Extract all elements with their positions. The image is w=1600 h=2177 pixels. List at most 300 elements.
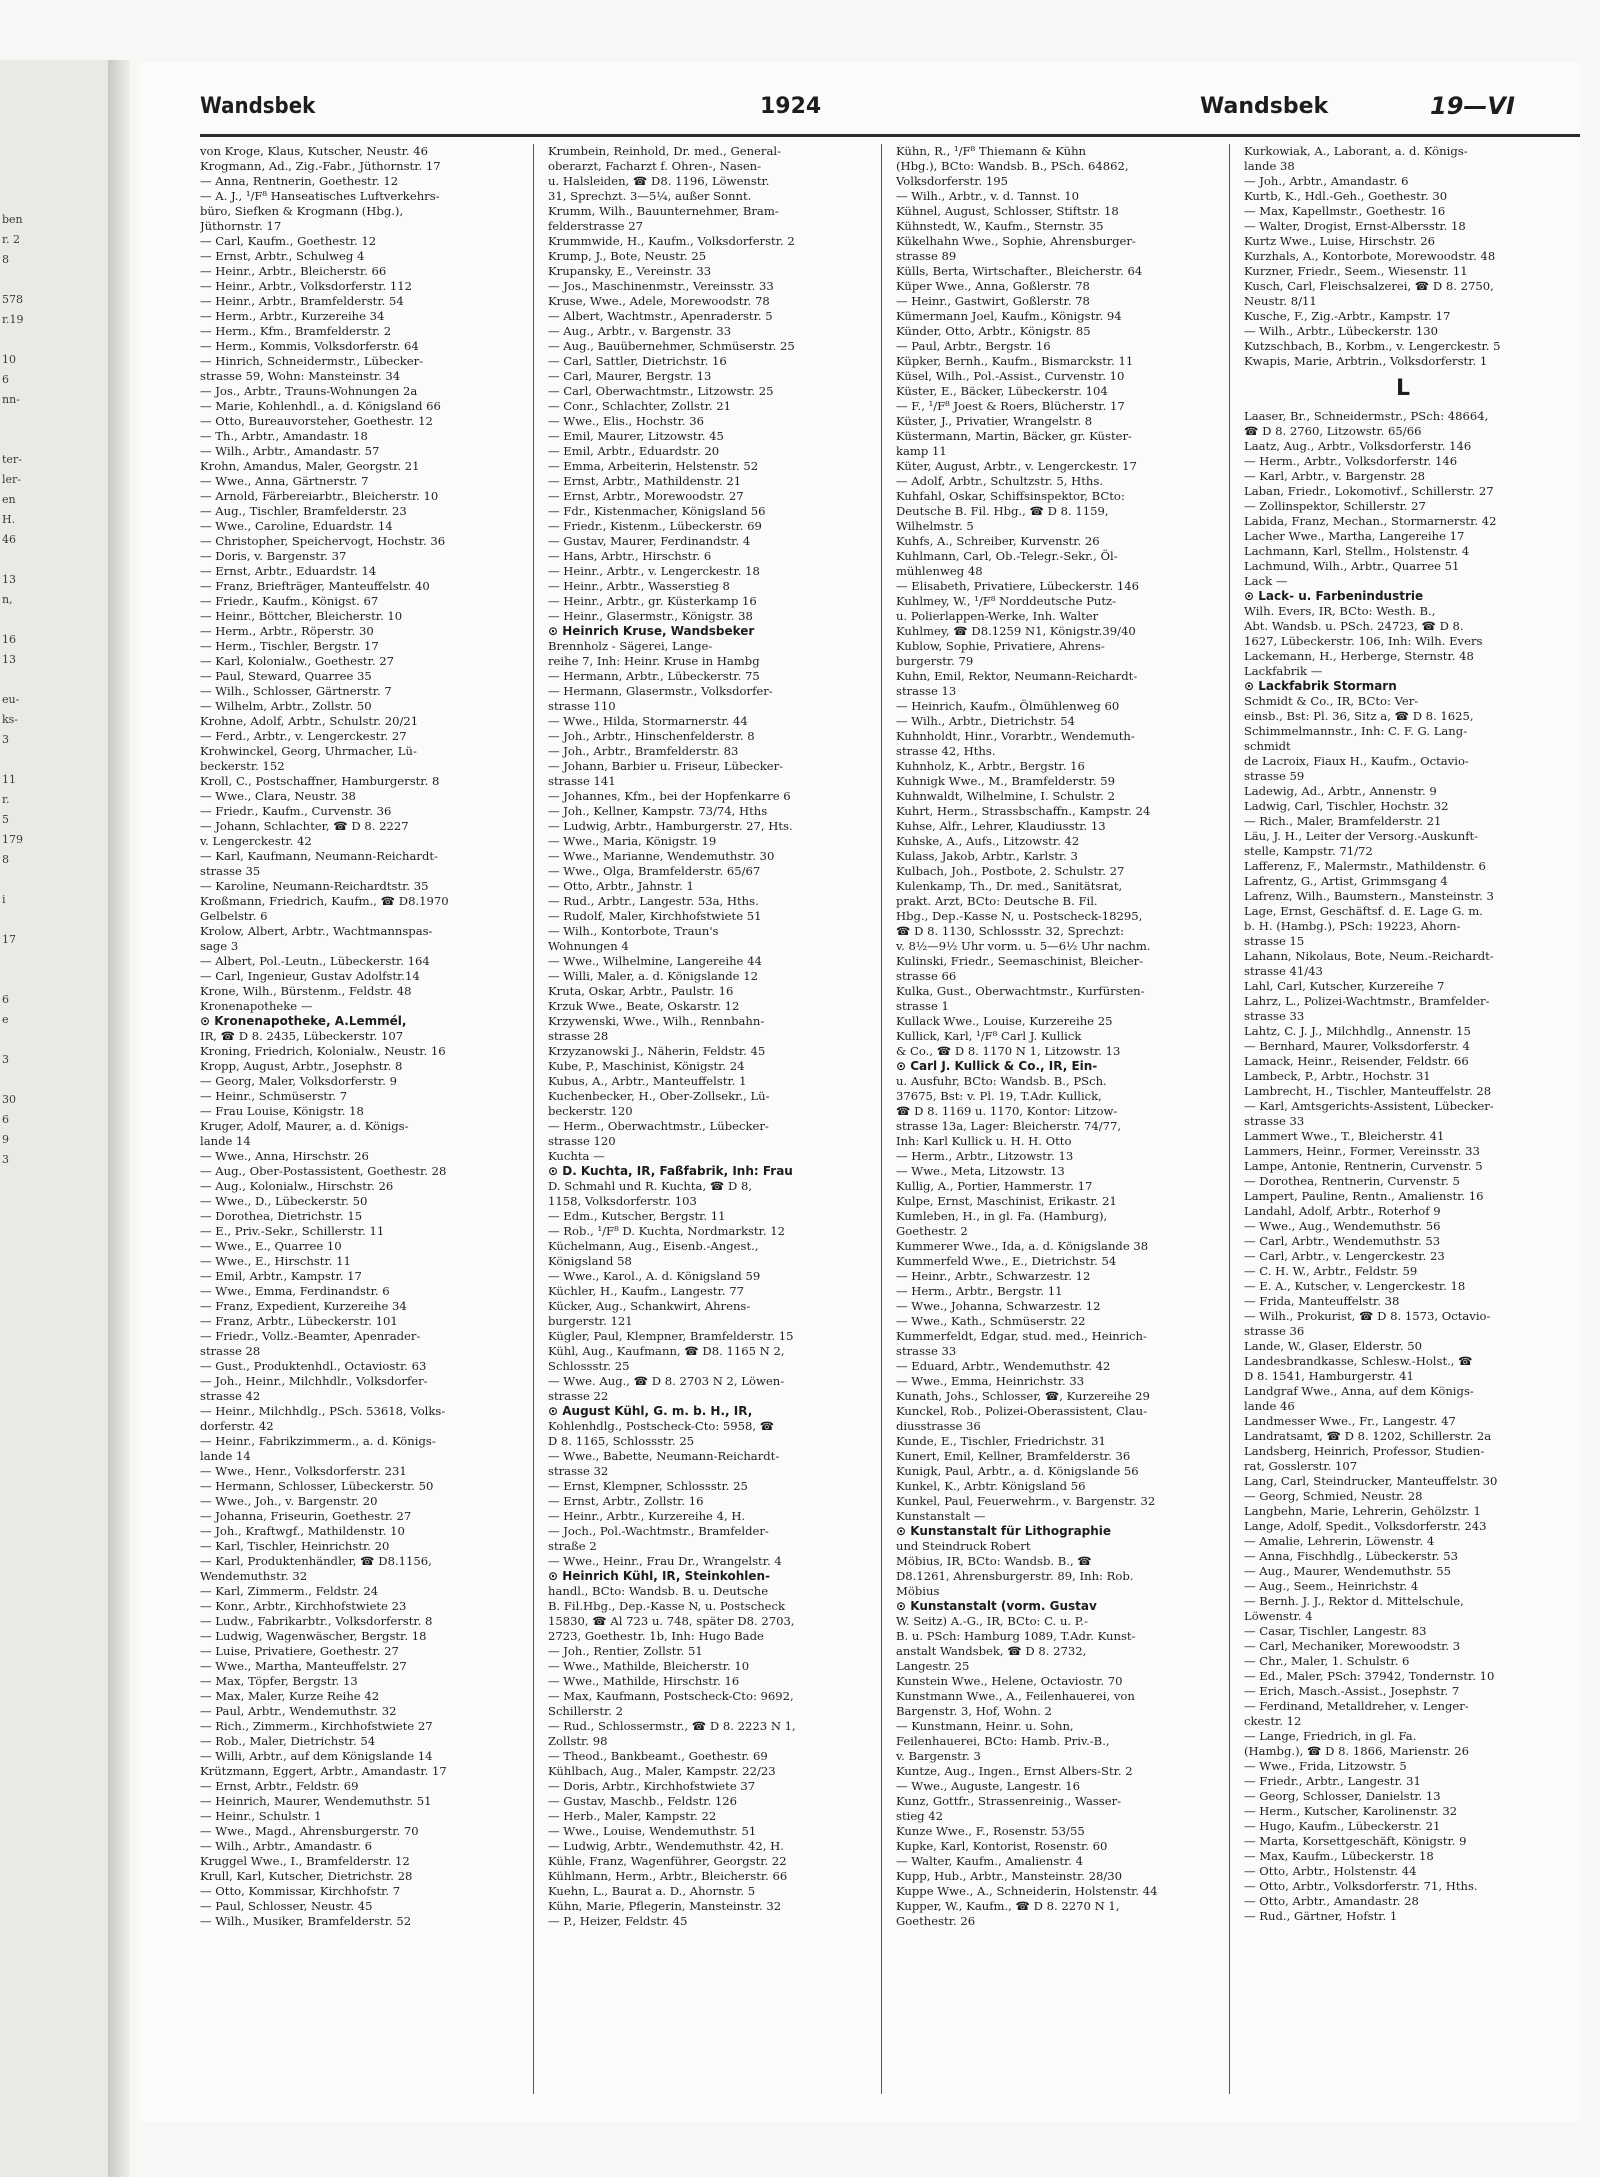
directory-entry: — Karl, Produktenhändler, ☎ D8.1156, [200,1554,432,1568]
directory-entry: — Wwe., Marianne, Wendemuthstr. 30 [548,849,775,863]
directory-entry: reihe 7, Inh: Heinr. Kruse in Hambg [548,654,760,668]
directory-entry: Kurzner, Friedr., Seem., Wiesenstr. 11 [1244,264,1468,278]
directory-entry: strasse 42 [200,1389,261,1403]
directory-entry: beckerstr. 120 [548,1104,633,1118]
directory-entry: D 8. 1165, Schlossstr. 25 [548,1434,695,1448]
directory-entry: Landratsamt, ☎ D 8. 1202, Schillerstr. 2a [1244,1429,1492,1443]
directory-entry: Jüthornstr. 17 [200,219,282,233]
directory-entry: Kunstanstalt — [896,1509,986,1523]
directory-entry: — Paul, Arbtr., Bergstr. 16 [896,339,1051,353]
directory-entry: Kublow, Sophie, Privatiere, Ahrens- [896,639,1105,653]
edge-fragment: 6 [2,373,9,386]
directory-entry: — Herm., Kfm., Bramfelderstr. 2 [200,324,392,338]
directory-entry: burgerstr. 121 [548,1314,633,1328]
directory-entry: — Emil, Arbtr., Eduardstr. 20 [548,444,720,458]
directory-entry: — Wwe., Mathilde, Hirschstr. 16 [548,1674,740,1688]
directory-entry: — Wwe., E., Quarree 10 [200,1239,342,1253]
directory-entry: Kunert, Emil, Kellner, Bramfelderstr. 36 [896,1449,1131,1463]
directory-entry: — Rud., Schlossermstr., ☎ D 8. 2223 N 1, [548,1719,796,1733]
directory-entry: — Bernh. J. J., Rektor d. Mittelschule, [1244,1594,1464,1608]
directory-entry: — Aug., Maurer, Wendemuthstr. 55 [1244,1564,1452,1578]
directory-entry: — Wilh., Arbtr., v. d. Tannst. 10 [896,189,1079,203]
directory-entry: strasse 89 [896,249,957,263]
directory-entry: Ladwig, Carl, Tischler, Hochstr. 32 [1244,799,1449,813]
directory-entry: Kubus, A., Arbtr., Manteuffelstr. 1 [548,1074,747,1088]
directory-entry: — Otto, Arbtr., Volksdorferstr. 71, Hths. [1244,1879,1478,1893]
directory-entry: Kruger, Adolf, Maurer, a. d. Königs- [200,1119,409,1133]
directory-entry: — Fdr., Kistenmacher, Königsland 56 [548,504,766,518]
directory-entry: Lahtz, C. J. J., Milchhdlg., Annenstr. 15 [1244,1024,1471,1038]
directory-entry: v. Lengerckestr. 42 [200,834,312,848]
edge-fragment: 578 [2,293,23,306]
directory-entry: — Rich., Maler, Bramfelderstr. 21 [1244,814,1442,828]
directory-entry: — Heinr., Schmüserstr. 7 [200,1089,348,1103]
directory-entry: Kullig, A., Portier, Hammerstr. 17 [896,1179,1093,1193]
directory-entry: — A. J., ¹/F⁸ Hanseatisches Luftverkehrs- [200,189,440,203]
directory-entry: — Friedr., Kaufm., Königst. 67 [200,594,379,608]
directory-entry: — E., Priv.-Sekr., Schillerstr. 11 [200,1224,385,1238]
directory-entry: — Konr., Arbtr., Kirchhofstwiete 23 [200,1599,407,1613]
directory-entry: Inh: Karl Kullick u. H. H. Otto [896,1134,1072,1148]
directory-entry: — Herm., Arbtr., Volksdorferstr. 146 [1244,454,1458,468]
edge-fragment [2,430,102,450]
edge-fragment: 6 [2,993,9,1006]
directory-entry: Lafrentz, G., Artist, Grimmsgang 4 [1244,874,1448,888]
directory-entry: — Otto, Arbtr., Amandastr. 28 [1244,1894,1419,1908]
directory-entry: Küster, E., Bäcker, Lübeckerstr. 104 [896,384,1108,398]
edge-fragment: n, [2,593,13,606]
directory-entry: D8.1261, Ahrensburgerstr. 89, Inh: Rob. [896,1569,1134,1583]
directory-entry: v. 8½—9½ Uhr vorm. u. 5—6½ Uhr nachm. [896,939,1151,953]
directory-entry: — Ernst, Arbtr., Schulweg 4 [200,249,365,263]
directory-entry: — Wwe., Mathilde, Bleicherstr. 10 [548,1659,750,1673]
edge-fragment [2,950,102,970]
directory-entry: Kükelhahn Wwe., Sophie, Ahrensburger- [896,234,1136,248]
directory-entry: — Wilh., Prokurist, ☎ D 8. 1573, Octavio- [1244,1309,1491,1323]
directory-entry: Kulbach, Joh., Postbote, 2. Schulstr. 27 [896,864,1125,878]
adjacent-page-text-fragments [2,210,102,1170]
directory-entry: 1158, Volksdorferstr. 103 [548,1194,697,1208]
directory-entry: Kuhfs, A., Schreiber, Kurvenstr. 26 [896,534,1100,548]
edge-fragment: 30 [2,1093,16,1106]
directory-entry: — Joh., Arbtr., Amandastr. 6 [1244,174,1409,188]
directory-entry: — Herb., Maler, Kampstr. 22 [548,1809,717,1823]
directory-entry: — Wwe., Karol., A. d. Königsland 59 [548,1269,761,1283]
directory-entry: — Friedr., Kaufm., Curvenstr. 36 [200,804,392,818]
directory-entry: — Ernst, Klempner, Schlossstr. 25 [548,1479,748,1493]
directory-entry: strasse 33 [1244,1009,1305,1023]
edge-fragment: 16 [2,633,16,646]
directory-entry: Kroll, C., Postschaffner, Hamburgerstr. 8 [200,774,440,788]
directory-entry: Kuhlmann, Carl, Ob.-Telegr.-Sekr., Öl- [896,549,1118,563]
directory-entry: Kühnstedt, W., Kaufm., Sternstr. 35 [896,219,1104,233]
directory-entry: ⊙ D. Kuchta, IR, Faßfabrik, Inh: Frau [548,1164,793,1178]
directory-entry: — Albert, Wachtmstr., Apenraderstr. 5 [548,309,773,323]
directory-entry: Krolow, Albert, Arbtr., Wachtmannspas- [200,924,433,938]
directory-entry: Künder, Otto, Arbtr., Königstr. 85 [896,324,1091,338]
directory-entry: — Herm., Kommis, Volksdorferstr. 64 [200,339,419,353]
directory-entry: Schmidt & Co., IR, BCto: Ver- [1244,694,1419,708]
directory-entry: — Friedr., Arbtr., Langestr. 31 [1244,1774,1421,1788]
directory-entry: Lamack, Heinr., Reisender, Feldstr. 66 [1244,1054,1469,1068]
directory-entry: — Wwe., Caroline, Eduardstr. 14 [200,519,393,533]
directory-entry: Krumbein, Reinhold, Dr. med., General- [548,144,782,158]
directory-entry: Kuhlmey, ☎ D8.1259 N1, Königstr.39/40 [896,624,1136,638]
directory-entry: — Heinr., Arbtr., Bramfelderstr. 54 [200,294,404,308]
edge-fragment: en [2,493,16,506]
directory-entry: sage 3 [200,939,239,953]
directory-entry: — Heinr., Arbtr., Volksdorferstr. 112 [200,279,413,293]
directory-entry: — Herm., Arbtr., Litzowstr. 13 [896,1149,1074,1163]
directory-entry: stieg 42 [896,1809,944,1823]
column-divider [533,144,534,2094]
directory-entry: ⊙ Lackfabrik Stormarn [1244,679,1397,693]
directory-entry: kamp 11 [896,444,947,458]
directory-entry: Langestr. 25 [896,1659,970,1673]
directory-entry: strasse 66 [896,969,957,983]
directory-entry: Krzywenski, Wwe., Wilh., Rennbahn- [548,1014,765,1028]
directory-entry: strasse 110 [548,699,616,713]
directory-entry: Küsel, Wilh., Pol.-Assist., Curvenstr. 10 [896,369,1125,383]
edge-fragment: ler- [2,473,22,486]
directory-entry: Schillerstr. 2 [548,1704,624,1718]
directory-entry: strasse 59 [1244,769,1305,783]
directory-entry: Kusche, F., Zig.-Arbtr., Kampstr. 17 [1244,309,1451,323]
directory-entry: prakt. Arzt, BCto: Deutsche B. Fil. [896,894,1098,908]
directory-entry: — Ernst, Arbtr., Morewoodstr. 27 [548,489,744,503]
edge-fragment: 11 [2,773,16,786]
directory-entry: 15830, ☎ Al 723 u. 748, später D8. 2703, [548,1614,795,1628]
directory-entry: — Heinrich, Maurer, Wendemuthstr. 51 [200,1794,432,1808]
directory-entry: strasse 13 [896,684,957,698]
directory-entry: mühlenweg 48 [896,564,983,578]
directory-entry: — F., ¹/F⁸ Joest & Roers, Blücherstr. 17 [896,399,1125,413]
edge-fragment: eu- [2,693,20,706]
directory-entry: Kuntze, Aug., Ingen., Ernst Albers-Str. 2 [896,1764,1133,1778]
directory-entry: & Co., ☎ D 8. 1170 N 1, Litzowstr. 13 [896,1044,1121,1058]
directory-entry: — Gustav, Maschb., Feldstr. 126 [548,1794,738,1808]
directory-entry: Kuchta — [548,1149,605,1163]
directory-entry: — Casar, Tischler, Langestr. 83 [1244,1624,1427,1638]
directory-entry: — Hinrich, Schneidermstr., Lübecker- [200,354,424,368]
directory-entry: Kunde, E., Tischler, Friedrichstr. 31 [896,1434,1106,1448]
directory-entry: — Johanna, Friseurin, Goethestr. 27 [200,1509,412,1523]
directory-entry: Kühlmann, Herm., Arbtr., Bleicherstr. 66 [548,1869,788,1883]
directory-entry: Krzyzanowski J., Näherin, Feldstr. 45 [548,1044,766,1058]
directory-entry: — Max, Kapellmstr., Goethestr. 16 [1244,204,1446,218]
directory-entry: — Franz, Arbtr., Lübeckerstr. 101 [200,1314,398,1328]
directory-entry: Kuhnholdt, Hinr., Vorarbtr., Wendemuth- [896,729,1135,743]
directory-entry: — Max, Töpfer, Bergstr. 13 [200,1674,358,1688]
directory-entry: Küchler, H., Kaufm., Langestr. 77 [548,1284,744,1298]
directory-entry: Kücker, Aug., Schankwirt, Ahrens- [548,1299,751,1313]
directory-entry: Lage, Ernst, Geschäftsf. d. E. Lage G. m. [1244,904,1483,918]
directory-entry: Kullick, Karl, ¹/F⁸ Carl J. Kullick [896,1029,1082,1043]
directory-entry: Kube, P., Maschinist, Königstr. 24 [548,1059,745,1073]
directory-entry: strasse 13a, Lager: Bleicherstr. 74/77, [896,1119,1122,1133]
directory-entry: Kunath, Johs., Schlosser, ☎, Kurzereihe 29 [896,1389,1150,1403]
directory-entry: Zollstr. 98 [548,1734,608,1748]
directory-entry: — Wwe., Babette, Neumann-Reichardt- [548,1449,780,1463]
directory-entry: — Rudolf, Maler, Kirchhofstwiete 51 [548,909,762,923]
directory-entry: Kunckel, Rob., Polizei-Oberassistent, Clau- [896,1404,1147,1418]
directory-entry: — Carl, Arbtr., v. Lengerckestr. 23 [1244,1249,1445,1263]
directory-entry: — Friedr., Kistenm., Lübeckerstr. 69 [548,519,762,533]
edge-fragment: 3 [2,733,9,746]
directory-entry: Kunigk, Paul, Arbtr., a. d. Königslande 56 [896,1464,1139,1478]
directory-entry: Landmesser Wwe., Fr., Langestr. 47 [1244,1414,1456,1428]
directory-entry: — Wwe., Emma, Ferdinandstr. 6 [200,1284,390,1298]
directory-entry: — Heinr., Fabrikzimmerm., a. d. Königs- [200,1434,436,1448]
section-letter: L [1395,376,1411,401]
directory-entry: Küper Wwe., Anna, Goßlerstr. 78 [896,279,1090,293]
directory-entry: — Joh., Arbtr., Hinschenfelderstr. 8 [548,729,755,743]
directory-entry: — Karoline, Neumann-Reichardtstr. 35 [200,879,429,893]
directory-entry: Möbius [896,1584,940,1598]
directory-entry: Kunstein Wwe., Helene, Octaviostr. 70 [896,1674,1123,1688]
directory-entry: — Max, Kaufmann, Postscheck-Cto: 9692, [548,1689,794,1703]
directory-entry: Laaser, Br., Schneidermstr., PSch: 48664, [1244,409,1489,423]
directory-entry: Kühlbach, Aug., Maler, Kampstr. 22/23 [548,1764,776,1778]
directory-entry: — Aug., Kolonialw., Hirschstr. 26 [200,1179,394,1193]
directory-entry: Krohne, Adolf, Arbtr., Schulstr. 20/21 [200,714,419,728]
directory-entry: Küpker, Bernh., Kaufm., Bismarckstr. 11 [896,354,1134,368]
directory-entry: Lafrenz, Wilh., Baumstern., Mansteinstr. 3 [1244,889,1494,903]
directory-entry: — Wilh., Kontorbote, Traun's [548,924,719,938]
directory-entry: Lafferenz, F., Malermstr., Mathildenstr. 6 [1244,859,1486,873]
directory-entry: straße 2 [548,1539,597,1553]
edge-fragment: 17 [2,933,16,946]
directory-entry: — Aug., Seem., Heinrichstr. 4 [1244,1579,1419,1593]
directory-entry: Lackemann, H., Herberge, Sternstr. 48 [1244,649,1474,663]
directory-entry: — Karl, Amtsgerichts-Assistent, Lübecker- [1244,1099,1494,1113]
directory-entry: — Paul, Steward, Quarree 35 [200,669,372,683]
directory-entry: Kunz, Gottfr., Strassenreinig., Wasser- [896,1794,1122,1808]
book-gutter [108,60,130,2177]
directory-entry: — Wwe., Anna, Gärtnerstr. 7 [200,474,369,488]
directory-entry: — Jos., Maschinenmstr., Vereinsstr. 33 [548,279,774,293]
edge-fragment [2,750,102,770]
directory-entry: — Wwe., Meta, Litzowstr. 13 [896,1164,1065,1178]
directory-entry: Kunkel, K., Arbtr. Königsland 56 [896,1479,1086,1493]
directory-entry: Hbg., Dep.-Kasse N, u. Postscheck-18295, [896,909,1143,923]
directory-entry: Lande, W., Glaser, Elderstr. 50 [1244,1339,1423,1353]
directory-entry: — Zollinspektor, Schillerstr. 27 [1244,499,1426,513]
directory-entry: — Dorothea, Rentnerin, Curvenstr. 5 [1244,1174,1460,1188]
directory-entry: Kuhske, A., Aufs., Litzowstr. 42 [896,834,1080,848]
directory-entry: Schimmelmannstr., Inh: C. F. G. Lang- [1244,724,1468,738]
directory-entry: stelle, Kampstr. 71/72 [1244,844,1373,858]
directory-entry: — Frida, Manteuffelstr. 38 [1244,1294,1400,1308]
directory-entry: (Hambg.), ☎ D 8. 1866, Marienstr. 26 [1244,1744,1470,1758]
directory-entry: — Hugo, Kaufm., Lübeckerstr. 21 [1244,1819,1441,1833]
directory-entry: Krull, Karl, Kutscher, Dietrichstr. 28 [200,1869,413,1883]
directory-entry: Königsland 58 [548,1254,632,1268]
directory-entry: Kupke, Karl, Kontorist, Rosenstr. 60 [896,1839,1108,1853]
directory-entry: — Heinrich, Kaufm., Ölmühlenweg 60 [896,699,1120,713]
directory-entry: — Wwe., Anna, Hirschstr. 26 [200,1149,369,1163]
directory-entry: Lachmund, Wilh., Arbtr., Quarree 51 [1244,559,1460,573]
directory-entry: — Franz, Expedient, Kurzereihe 34 [200,1299,407,1313]
directory-entry: — Amalie, Lehrerin, Löwenstr. 4 [1244,1534,1435,1548]
directory-entry: — Otto, Arbtr., Jahnstr. 1 [548,879,694,893]
directory-entry: — Gust., Produktenhdl., Octaviostr. 63 [200,1359,427,1373]
directory-entry: Goethestr. 2 [896,1224,968,1238]
directory-entry: — Aug., Arbtr., v. Bargenstr. 33 [548,324,732,338]
directory-entry: — Herm., Arbtr., Bergstr. 11 [896,1284,1063,1298]
header-year: 1924 [760,94,822,119]
directory-entry: — Otto, Arbtr., Holstenstr. 44 [1244,1864,1417,1878]
directory-entry: Kunze Wwe., F., Rosenstr. 53/55 [896,1824,1085,1838]
directory-entry: — Joh., Arbtr., Bramfelderstr. 83 [548,744,739,758]
directory-entry: strasse 120 [548,1134,616,1148]
directory-entry: — Eduard, Arbtr., Wendemuthstr. 42 [896,1359,1111,1373]
directory-entry: — Willi, Maler, a. d. Königslande 12 [548,969,758,983]
directory-entry: Kühn, R., ¹/F⁸ Thiemann & Kühn [896,144,1087,158]
directory-column-3 [896,144,1214,2094]
directory-entry: strasse 15 [1244,934,1305,948]
header-left-title: Wandsbek [200,94,316,119]
directory-entry: — Emma, Arbeiterin, Helstenstr. 52 [548,459,759,473]
directory-entry: Kulenkamp, Th., Dr. med., Sanitätsrat, [896,879,1123,893]
directory-entry: Kühn, Marie, Pflegerin, Mansteinstr. 32 [548,1899,782,1913]
directory-entry: Möbius, IR, BCto: Wandsb. B., ☎ [896,1554,1092,1568]
directory-entry: Kumleben, H., in gl. Fa. (Hamburg), [896,1209,1108,1223]
directory-entry: Kühnel, August, Schlosser, Stiftstr. 18 [896,204,1119,218]
directory-entry: Kühle, Franz, Wagenführer, Georgstr. 22 [548,1854,787,1868]
directory-entry: Krump, J., Bote, Neustr. 25 [548,249,707,263]
directory-entry: — Heinr., Schulstr. 1 [200,1809,322,1823]
directory-entry: schmidt [1244,739,1291,753]
directory-entry: Kohlenhdlg., Postscheck-Cto: 5958, ☎ [548,1419,775,1433]
directory-entry: Kroning, Friedrich, Kolonialw., Neustr. 16 [200,1044,446,1058]
directory-entry: Lackfabrik — [1244,664,1323,678]
directory-entry: ⊙ Carl J. Kullick & Co., IR, Ein- [896,1059,1098,1073]
directory-entry: Kunstmann Wwe., A., Feilenhauerei, von [896,1689,1135,1703]
directory-entry: Kühl, Aug., Kaufmann, ☎ D8. 1165 N 2, [548,1344,785,1358]
directory-entry: — Karl, Tischler, Heinrichstr. 20 [200,1539,390,1553]
directory-entry: Kruggel Wwe., I., Bramfelderstr. 12 [200,1854,410,1868]
directory-entry: Krützmann, Eggert, Arbtr., Amandastr. 17 [200,1764,447,1778]
directory-entry: — Ferd., Arbtr., v. Lengerckestr. 27 [200,729,407,743]
directory-entry: Gelbelstr. 6 [200,909,268,923]
directory-entry: — Wwe., Johanna, Schwarzestr. 12 [896,1299,1101,1313]
directory-entry: — Carl, Arbtr., Wendemuthstr. 53 [1244,1234,1441,1248]
directory-entry: Lahl, Carl, Kutscher, Kurzereihe 7 [1244,979,1445,993]
directory-entry: Abt. Wandsb. u. PSch. 24723, ☎ D 8. [1244,619,1464,633]
directory-entry: ☎ D 8. 1130, Schlossstr. 32, Sprechzt: [896,924,1124,938]
directory-entry: — Rob., ¹/F⁸ D. Kuchta, Nordmarkstr. 12 [548,1224,785,1238]
directory-entry: — Wwe., Kath., Schmüserstr. 22 [896,1314,1086,1328]
directory-entry: Kupper, W., Kaufm., ☎ D 8. 2270 N 1, [896,1899,1120,1913]
directory-entry: — Wwe., Clara, Neustr. 38 [200,789,356,803]
directory-entry: Kurzhals, A., Kontorbote, Morewoodstr. 48 [1244,249,1496,263]
directory-entry: Brennholz - Sägerei, Lange- [548,639,713,653]
directory-entry: Kummerfeld Wwe., E., Dietrichstr. 54 [896,1254,1117,1268]
directory-entry: — Heinr., Arbtr., Schwarzestr. 12 [896,1269,1091,1283]
directory-entry: Wilh. Evers, IR, BCto: Westh. B., [1244,604,1436,618]
directory-entry: ⊙ August Kühl, G. m. b. H., IR, [548,1404,753,1418]
directory-entry: Krone, Wilh., Bürstenm., Feldstr. 48 [200,984,412,998]
directory-entry: Kulass, Jakob, Arbtr., Karlstr. 3 [896,849,1078,863]
directory-entry: strasse 36 [1244,1324,1305,1338]
directory-column-1 [200,144,518,2094]
directory-entry: Krohwinckel, Georg, Uhrmacher, Lü- [200,744,417,758]
directory-entry: Kummerfeldt, Edgar, stud. med., Heinrich- [896,1329,1147,1343]
edge-fragment: 13 [2,573,16,586]
directory-entry: v. Bargenstr. 3 [896,1749,981,1763]
directory-entry: Bargenstr. 3, Hof, Wohn. 2 [896,1704,1052,1718]
directory-entry: — Friedr., Vollz.-Beamter, Apenrader- [200,1329,421,1343]
directory-entry: — Wwe., Henr., Volksdorferstr. 231 [200,1464,407,1478]
directory-entry: Kruta, Oskar, Arbtr., Paulstr. 16 [548,984,734,998]
directory-entry: — Carl, Ingenieur, Gustav Adolfstr.14 [200,969,420,983]
edge-fragment [2,870,102,890]
directory-entry: lande 14 [200,1134,251,1148]
column-divider [1229,144,1230,2094]
directory-entry: — Chr., Maler, 1. Schulstr. 6 [1244,1654,1410,1668]
directory-entry: Lacher Wwe., Martha, Langereihe 17 [1244,529,1465,543]
directory-entry: — Wwe., Heinr., Frau Dr., Wrangelstr. 4 [548,1554,782,1568]
edge-fragment [2,910,102,930]
directory-entry: Kuhrt, Herm., Strassbschaffn., Kampstr. 24 [896,804,1151,818]
directory-entry: IR, ☎ D 8. 2435, Lübeckerstr. 107 [200,1029,404,1043]
directory-entry: strasse 141 [548,774,616,788]
directory-entry: anstalt Wandsbek, ☎ D 8. 2732, [896,1644,1087,1658]
edge-fragment: i [2,893,6,906]
directory-entry: — Anna, Fischhdlg., Lübeckerstr. 53 [1244,1549,1458,1563]
directory-entry: Kuhnigk Wwe., M., Bramfelderstr. 59 [896,774,1115,788]
directory-entry: — Rud., Gärtner, Hofstr. 1 [1244,1909,1398,1923]
directory-entry: Schlossstr. 25 [548,1359,630,1373]
directory-entry: — Karl, Zimmerm., Feldstr. 24 [200,1584,379,1598]
directory-entry: — Th., Arbtr., Amandastr. 18 [200,429,368,443]
directory-entry: — Rich., Zimmerm., Kirchhofstwiete 27 [200,1719,433,1733]
directory-entry: Krumm, Wilh., Bauunternehmer, Bram- [548,204,779,218]
directory-entry: lande 38 [1244,159,1295,173]
directory-entry: — Otto, Kommissar, Kirchhofstr. 7 [200,1884,401,1898]
directory-entry: — Marie, Kohlenhdl., a. d. Königsland 66 [200,399,441,413]
directory-entry: — Elisabeth, Privatiere, Lübeckerstr. 146 [896,579,1140,593]
edge-fragment: 8 [2,253,9,266]
directory-entry: Kulka, Gust., Oberwachtmstr., Kurfürsten- [896,984,1145,998]
directory-entry: Lange, Adolf, Spedit., Volksdorferstr. 243 [1244,1519,1487,1533]
directory-entry: — Doris, v. Bargenstr. 37 [200,549,347,563]
directory-entry: — Doris, Arbtr., Kirchhofstwiete 37 [548,1779,756,1793]
directory-entry: — Heinr., Arbtr., gr. Küsterkamp 16 [548,594,757,608]
directory-entry: — Rud., Arbtr., Langestr. 53a, Hths. [548,894,759,908]
directory-entry: — Wwe., Maria, Königstr. 19 [548,834,717,848]
directory-entry: Lammers, Heinr., Former, Vereinsstr. 33 [1244,1144,1480,1158]
directory-entry: — Albert, Pol.-Leutn., Lübeckerstr. 164 [200,954,430,968]
directory-entry: Kunkel, Paul, Feuerwehrm., v. Bargenstr. 32 [896,1494,1156,1508]
directory-entry: burgerstr. 79 [896,654,974,668]
directory-entry: Lachmann, Karl, Stellm., Holstenstr. 4 [1244,544,1470,558]
directory-entry: Neustr. 8/11 [1244,294,1317,308]
directory-entry: oberarzt, Facharzt f. Ohren-, Nasen- [548,159,762,173]
directory-entry: Krogmann, Ad., Zig.-Fabr., Jüthornstr. 17 [200,159,441,173]
edge-fragment [2,670,102,690]
edge-fragment: ter- [2,453,22,466]
directory-entry: — Anna, Rentnerin, Goethestr. 12 [200,174,399,188]
directory-entry: Kroßmann, Friedrich, Kaufm., ☎ D8.1970 [200,894,449,908]
directory-entry: — Georg, Schmied, Neustr. 28 [1244,1489,1423,1503]
directory-entry: — Joh., Rentier, Zollstr. 51 [548,1644,703,1658]
directory-entry: — Karl, Arbtr., v. Bargenstr. 28 [1244,469,1426,483]
directory-entry: — Conr., Schlachter, Zollstr. 21 [548,399,732,413]
directory-entry: Lack — [1244,574,1288,588]
directory-entry: Ladewig, Ad., Arbtr., Annenstr. 9 [1244,784,1437,798]
